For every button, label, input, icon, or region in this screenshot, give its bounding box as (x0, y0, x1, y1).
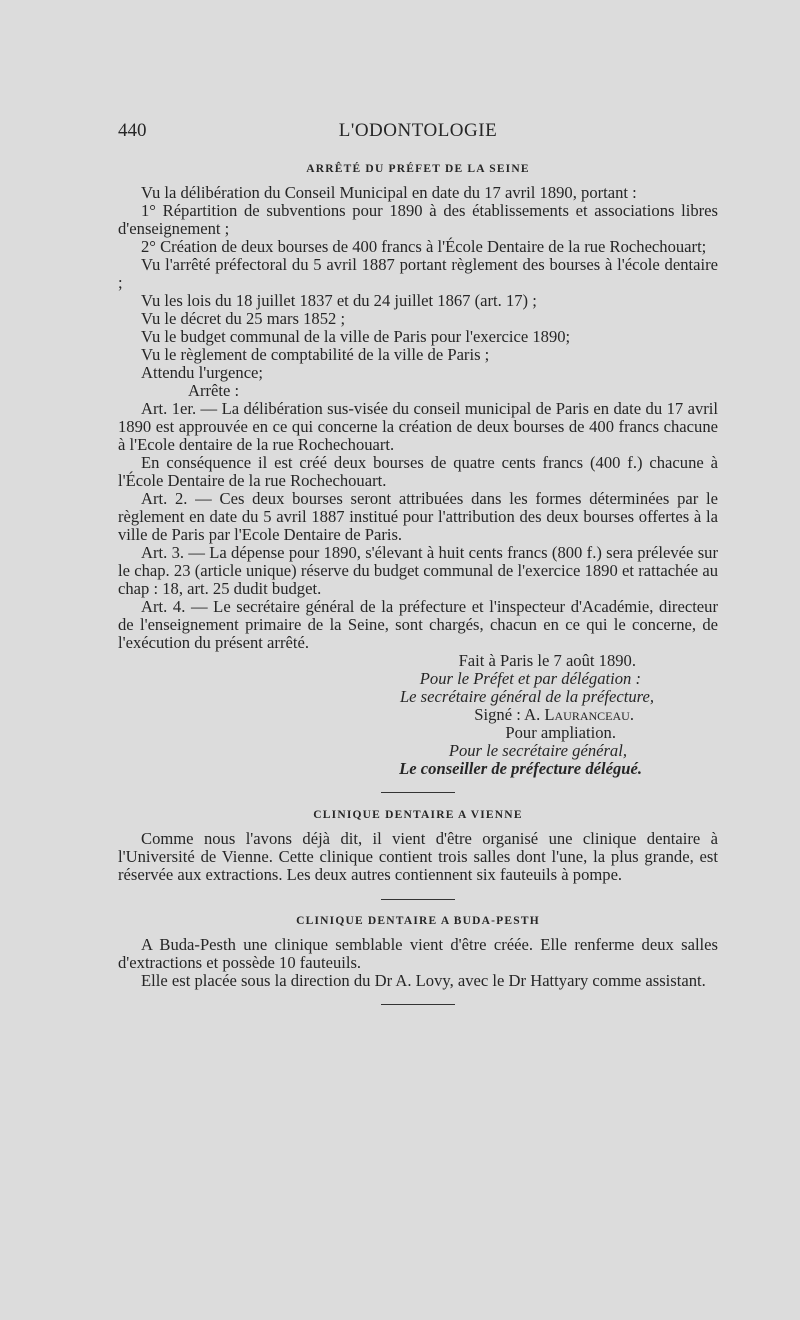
running-title: L'ODONTOLOGIE (338, 120, 498, 141)
paragraph: Vu le décret du 25 mars 1852 ; (141, 309, 346, 328)
article-4: Art. 4. — Le secrétaire général de la préfecture et l'inspecteur d'Académie, directeur de l'enseignement primaire de la Seine, sont chargés, chacun en ce qui le concerne, de l'exécution du présent arrêté. (118, 597, 718, 652)
secretary-line: Le secrétaire général de la préfecture, (399, 687, 654, 706)
delegation-line: Pour le Préfet et par délégation : (419, 669, 641, 688)
signature-block (118, 652, 718, 778)
page-content (118, 160, 718, 1005)
section-title-arrete: ARRÊTÉ DU PRÉFET DE LA SEINE (306, 163, 530, 175)
section-title-buda-pesth: CLINIQUE DENTAIRE A BUDA-PESTH (296, 915, 540, 927)
section-divider (381, 899, 455, 900)
paragraph: Vu l'arrêté préfectoral du 5 avril 1887 portant règlement des bourses à l'école dentaire ; (118, 255, 718, 292)
section-title-vienne: CLINIQUE DENTAIRE A VIENNE (313, 809, 523, 821)
arrete-heading: Arrête : (188, 381, 240, 400)
article-2: Art. 2. — Ces deux bourses seront attribuées dans les formes déterminées par le règlement en date du 5 avril 1887 institué pour l'attribution des deux bourses offertes à la ville de Paris par l'Ecole Dentaire de Paris. (118, 489, 718, 544)
counsellor-line: Le conseiller de préfecture délégué. (399, 759, 642, 778)
article-1-consequence: En conséquence il est créé deux bourses de quatre cents francs (400 f.) chacune à l'École Dentaire de la rue Rochechouart. (118, 453, 718, 490)
paragraph: Comme nous l'avons déjà dit, il vient d'être organisé une clinique dentaire à l'Université de Vienne. Cette clinique contient trois salles dont l'une, la plus grande, est réservée aux extractions. Les deux autres contiennent six fauteuils à pompe. (118, 829, 718, 884)
paragraph: Attendu l'urgence; (141, 363, 264, 382)
paragraph: A Buda-Pesth une clinique semblable vient d'être créée. Elle renferme deux salles d'extractions et possède 10 fauteuils. (118, 935, 718, 972)
pour-secretary-line: Pour le secrétaire général, (448, 741, 627, 760)
section-divider (381, 1004, 455, 1005)
article-3: Art. 3. — La dépense pour 1890, s'élevant à huit cents francs (800 f.) sera prélevée sur le chap. 23 (article unique) réserve du budget communal de l'exercice 1890 et rattachée au chap : 18, art. 25 dudit budget. (118, 543, 718, 598)
paragraph: 1° Répartition de subventions pour 1890 à des établissements et associations libres d'enseignement ; (118, 201, 718, 238)
signed-prefix: Signé : A. (474, 705, 545, 724)
paragraph: Vu les lois du 18 juillet 1837 et du 24 juillet 1867 (art. 17) ; (141, 291, 537, 310)
article-1: Art. 1er. — La délibération sus-visée du conseil municipal de Paris en date du 17 avril 1890 est approuvée en ce qui concerne la création de deux bourses de 400 francs chacune à l'Ecole dentaire de la rue Rochechouart. (118, 399, 718, 454)
section-divider (381, 792, 455, 793)
signatory-name: Lauranceau. (544, 705, 634, 724)
paragraph: 2° Création de deux bourses de 400 francs à l'École Dentaire de la rue Rochechouart; (141, 237, 707, 256)
page-number: 440 (118, 120, 147, 141)
ampliation-line: Pour ampliation. (505, 723, 616, 742)
place-date: Fait à Paris le 7 août 1890. (458, 651, 636, 670)
paragraph: Vu la délibération du Conseil Municipal en date du 17 avril 1890, portant : (141, 183, 637, 202)
signed-line (118, 706, 634, 724)
paragraph: Vu le budget communal de la ville de Paris pour l'exercice 1890; (141, 327, 571, 346)
page-header (118, 120, 718, 144)
paragraph: Vu le règlement de comptabilité de la ville de Paris ; (141, 345, 490, 364)
paragraph: Elle est placée sous la direction du Dr A. Lovy, avec le Dr Hattyary comme assistant. (141, 971, 706, 990)
